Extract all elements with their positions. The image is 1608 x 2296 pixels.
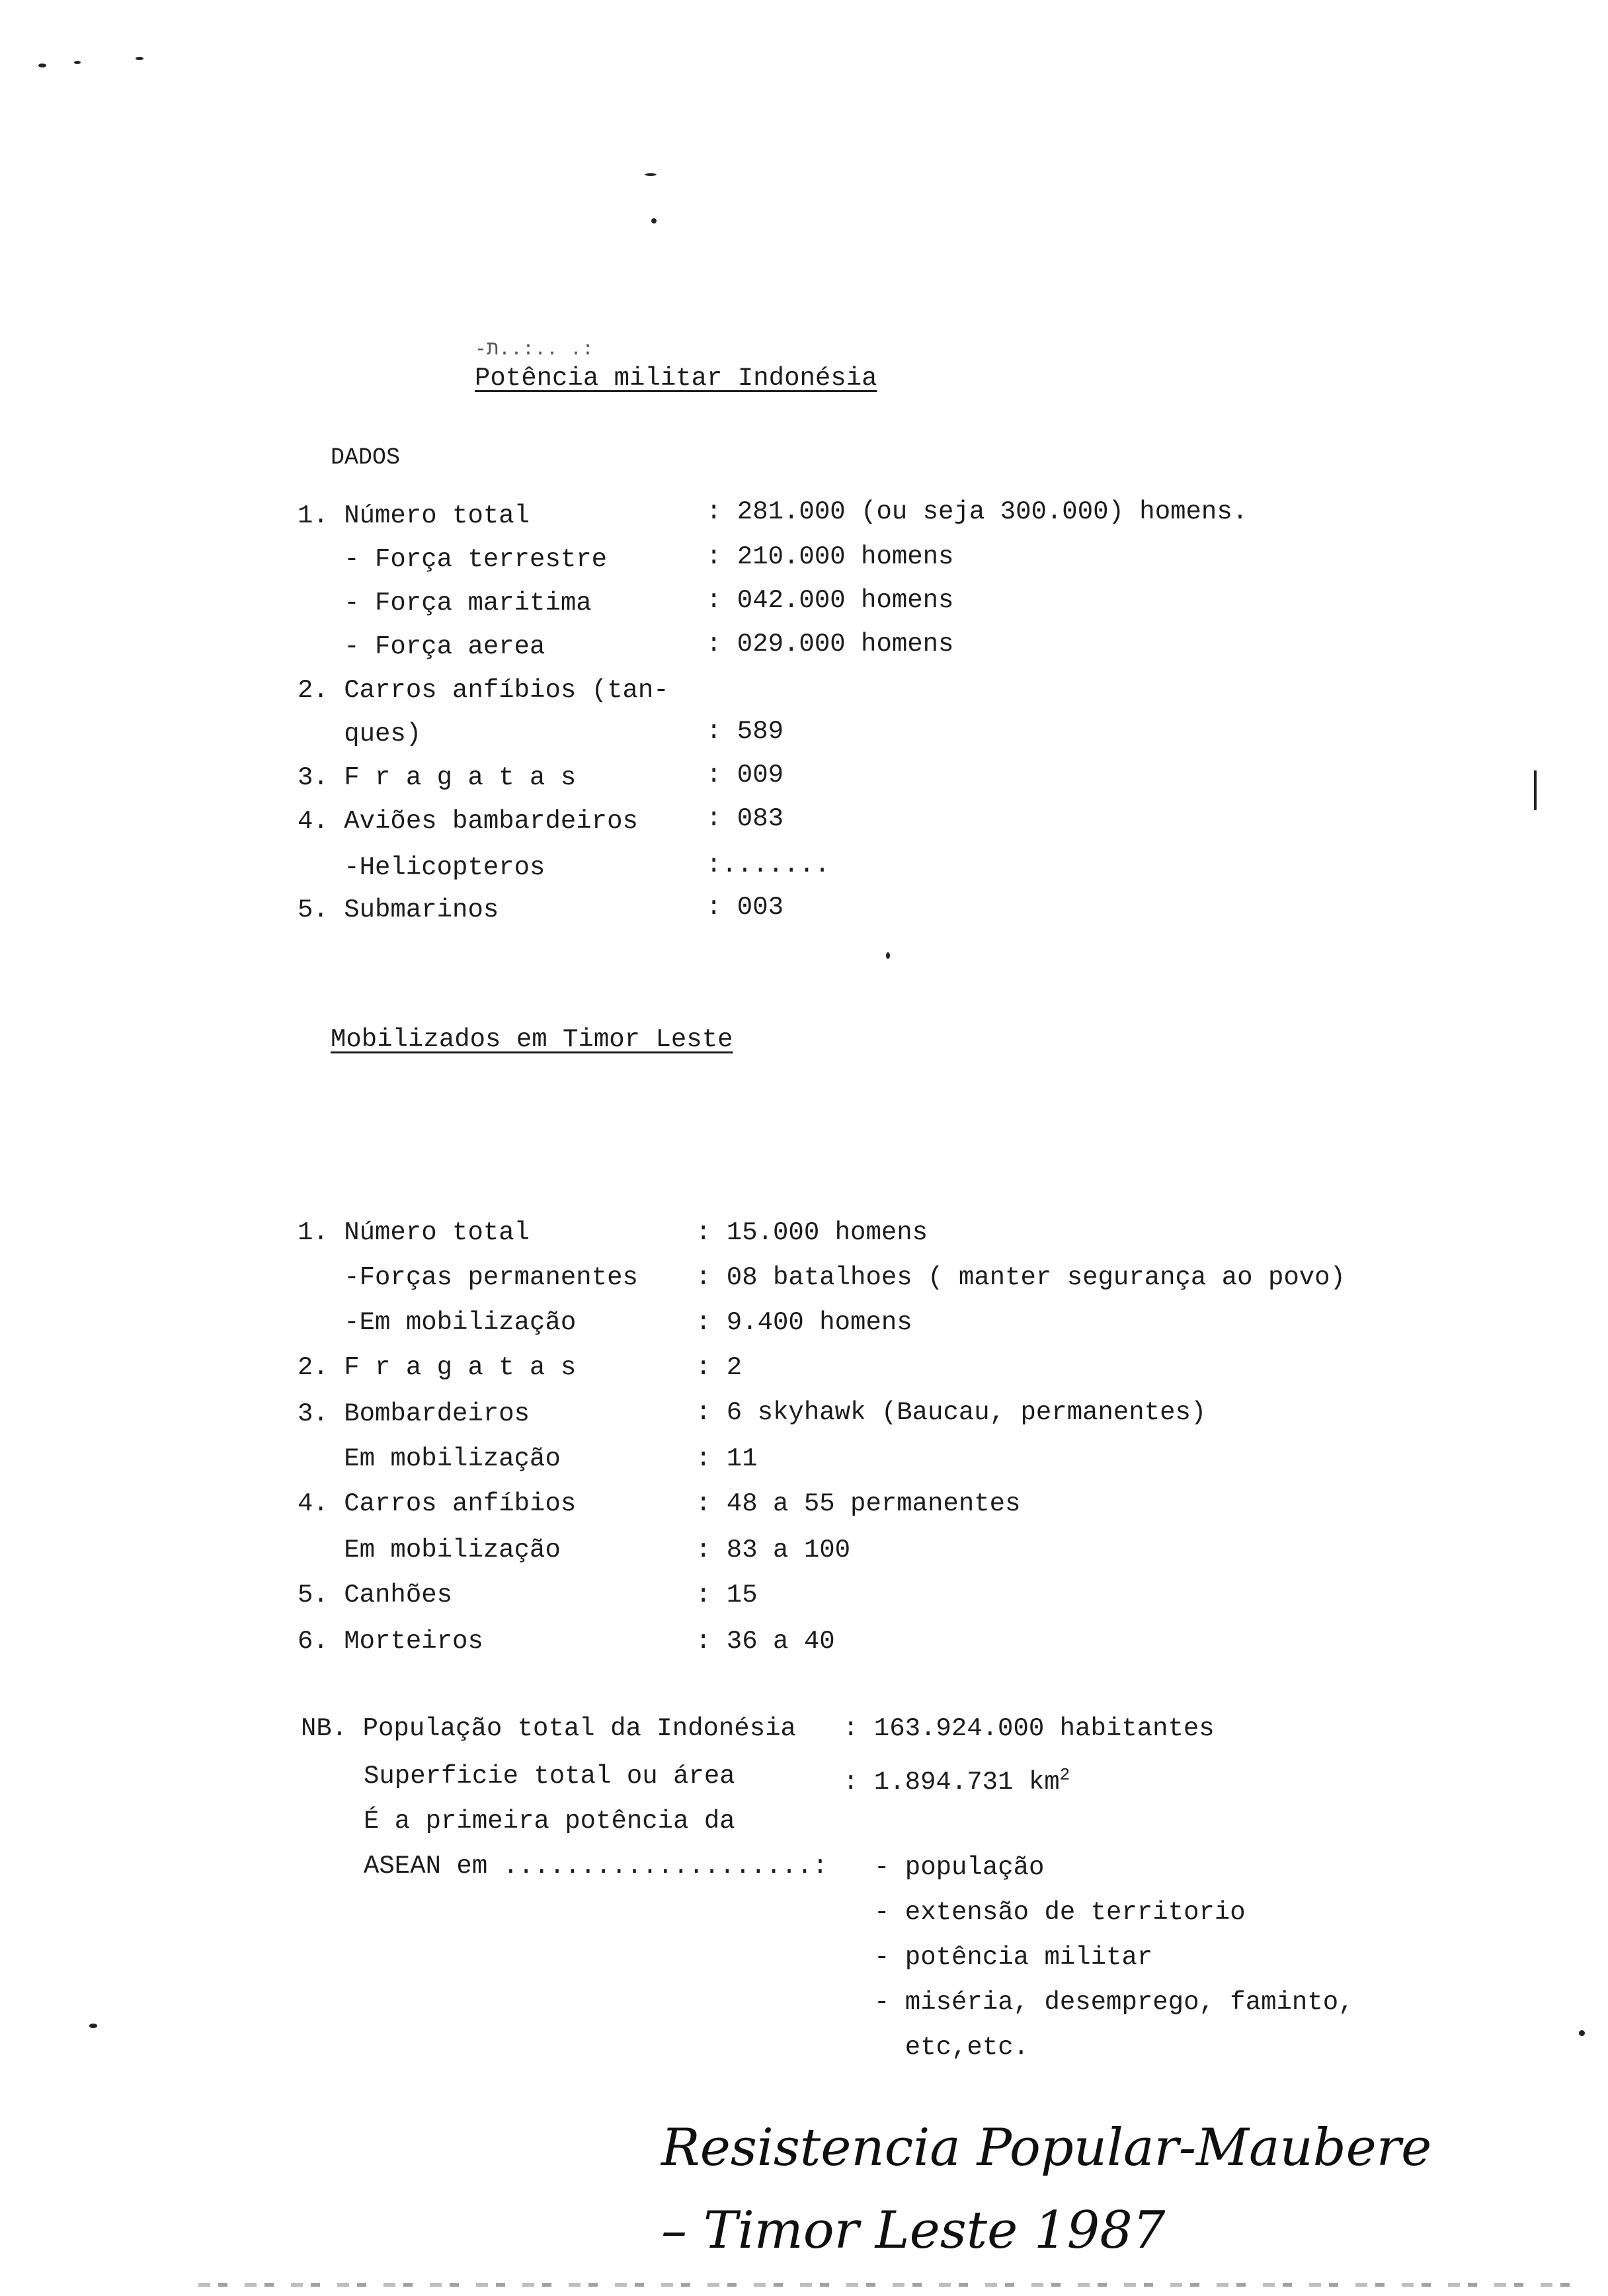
list-item-value: : 083 <box>706 804 784 833</box>
list-item-label: 5. Canhões <box>298 1580 453 1610</box>
list-item-label: -Forças permanentes <box>298 1263 638 1292</box>
list-item-value: : 9.400 homens <box>696 1308 912 1337</box>
list-item-label: 4. Carros anfíbios <box>298 1489 577 1518</box>
nb-population-label: NB. População total da Indonésia <box>301 1714 796 1743</box>
asean-list-item: - potência militar <box>874 1943 1153 1972</box>
heading-scribble: -ת..:.. .: <box>475 339 594 361</box>
scan-speck <box>886 952 890 959</box>
list-item-label: 6. Morteiros <box>298 1627 483 1656</box>
handwritten-signature-line1: Resistencia Popular-Maubere <box>661 2118 1432 2178</box>
nb-asean-label: ASEAN em ....................: <box>364 1852 828 1881</box>
list-item-label: 1. Número total <box>298 1218 530 1247</box>
list-item-label: -Helicopteros <box>298 853 545 882</box>
scan-speck <box>38 63 46 67</box>
list-item-label: - Força terrestre <box>298 545 608 574</box>
list-item-value: : 210.000 homens <box>706 542 954 571</box>
scan-speck <box>645 173 657 176</box>
nb-area-value <box>843 1759 1070 1798</box>
list-item-value: : 48 a 55 permanentes <box>696 1489 1021 1518</box>
section-label-dados: DADOS <box>331 444 401 471</box>
page-title: Potência militar Indonésia <box>475 364 877 393</box>
nb-first-power-line: É a primeira potência da <box>364 1807 735 1836</box>
scan-speck <box>74 61 81 64</box>
handwritten-signature-line2: – Timor Leste 1987 <box>661 2201 1166 2260</box>
scan-speck <box>89 2024 97 2028</box>
list-item-value: : 2 <box>696 1353 743 1382</box>
asean-list-item: - extensão de territorio <box>874 1898 1246 1927</box>
asean-list-item: etc,etc. <box>874 2033 1029 2062</box>
list-item-value: : 83 a 100 <box>696 1536 851 1565</box>
nb-population-value: : 163.924.000 habitantes <box>843 1714 1215 1743</box>
list-item-label: -Em mobilização <box>298 1308 577 1337</box>
scan-speck <box>1534 770 1537 810</box>
list-item-value: :....... <box>706 850 830 880</box>
list-item-value: : 15.000 homens <box>696 1218 928 1247</box>
list-item-label: Em mobilização <box>298 1536 561 1565</box>
list-item-value: : 15 <box>696 1580 758 1610</box>
list-item-label: 5. Submarinos <box>298 895 499 924</box>
list-item-value: : 36 a 40 <box>696 1627 835 1656</box>
list-item-label: 2. F r a g a t a s <box>298 1353 577 1382</box>
scan-edge-noise <box>198 2283 1587 2287</box>
list-item-label: 3. F r a g a t a s <box>298 763 577 792</box>
list-item-label: - Força aerea <box>298 632 545 661</box>
area-unit-exponent: 2 <box>1059 1765 1070 1785</box>
nb-area-label: Superficie total ou área <box>364 1762 735 1791</box>
scan-speck <box>651 218 657 224</box>
list-item-value: : 029.000 homens <box>706 630 954 659</box>
asean-list-item: - miséria, desemprego, faminto, <box>874 1988 1354 2017</box>
list-item-value: : 281.000 (ou seja 300.000) homens. <box>706 497 1248 526</box>
list-item-label: - Força maritima <box>298 589 592 618</box>
asean-list-item: - população <box>874 1853 1045 1882</box>
list-item-value: : 589 <box>706 717 784 746</box>
list-item-value: : 6 skyhawk (Baucau, permanentes) <box>696 1398 1207 1427</box>
scan-speck <box>1579 2030 1585 2036</box>
list-item-value: : 003 <box>706 893 784 922</box>
list-item-label: ques) <box>298 719 422 749</box>
list-item-label: 2. Carros anfíbios (tan- <box>298 676 669 705</box>
scan-speck <box>136 57 143 60</box>
list-item-value: : 08 batalhoes ( manter segurança ao povo) <box>696 1263 1346 1292</box>
area-value-text: : 1.894.731 km <box>843 1768 1060 1797</box>
list-item-value: : 009 <box>706 760 784 790</box>
section-title-timor: Mobilizados em Timor Leste <box>331 1025 733 1054</box>
list-item-label: Em mobilização <box>298 1444 561 1473</box>
list-item-label: 1. Número total <box>298 501 530 530</box>
list-item-label: 3. Bombardeiros <box>298 1399 530 1428</box>
list-item-label: 4. Aviões bambardeiros <box>298 807 638 836</box>
list-item-value: : 042.000 homens <box>706 586 954 615</box>
list-item-value: : 11 <box>696 1444 758 1473</box>
